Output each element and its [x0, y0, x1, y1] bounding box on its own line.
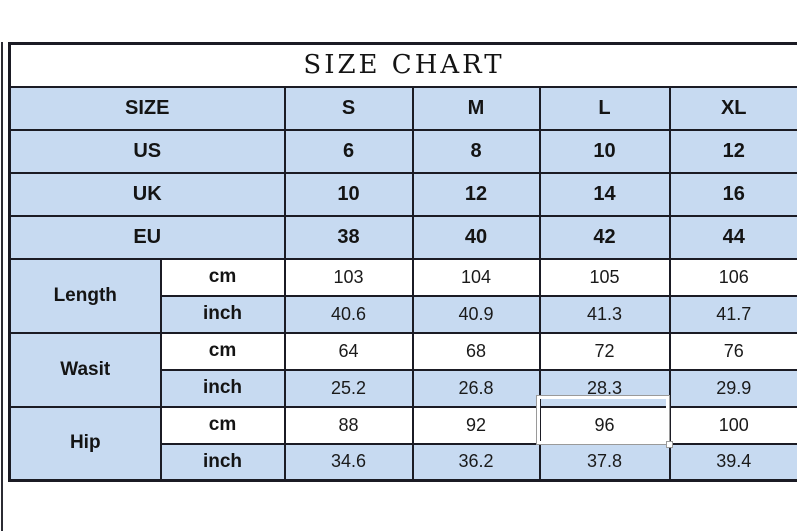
measurement-value-cell: 39.4: [670, 444, 797, 481]
measurement-value-cell: 76: [670, 333, 797, 370]
size-value-cell: 10: [285, 173, 413, 216]
hip-cm-row: [10, 407, 797, 444]
measurement-value-cell: 29.9: [670, 370, 797, 407]
length-cm-row: [10, 259, 797, 296]
title-row: [10, 44, 797, 87]
measurement-value-cell: 105: [540, 259, 670, 296]
size-value-cell: 6: [285, 130, 413, 173]
measurement-value-cell-selected: 28.3: [540, 370, 670, 407]
size-chart-table: [8, 42, 797, 482]
unit-label-inch: inch: [161, 296, 285, 333]
measurement-value-cell: 104: [413, 259, 540, 296]
wasit-cm-row: [10, 333, 797, 370]
uk-row-label: UK: [10, 173, 285, 216]
measurement-value-cell: 26.8: [413, 370, 540, 407]
measurement-value-cell: 41.7: [670, 296, 797, 333]
measurement-value-cell: 25.2: [285, 370, 413, 407]
us-row-label: US: [10, 130, 285, 173]
size-value-cell: 40: [413, 216, 540, 259]
size-value-cell: 12: [413, 173, 540, 216]
header-col-xl: XL: [670, 87, 797, 130]
measurement-value-cell: 88: [285, 407, 413, 444]
measurement-value-cell: 64: [285, 333, 413, 370]
header-col-s: S: [285, 87, 413, 130]
header-col-m: M: [413, 87, 540, 130]
size-value-cell: 12: [670, 130, 797, 173]
size-value-cell: 8: [413, 130, 540, 173]
measurement-value-cell: 68: [413, 333, 540, 370]
measurement-value-cell: 96: [540, 407, 670, 444]
us-row: [10, 130, 797, 173]
section-label-hip: Hip: [10, 407, 161, 481]
measurement-value-cell: 40.6: [285, 296, 413, 333]
eu-row-label: EU: [10, 216, 285, 259]
section-label-wasit: Wasit: [10, 333, 161, 407]
measurement-value-cell: 34.6: [285, 444, 413, 481]
measurement-value-cell: 100: [670, 407, 797, 444]
unit-label-inch: inch: [161, 370, 285, 407]
header-col-l: L: [540, 87, 670, 130]
measurement-value-cell: 92: [413, 407, 540, 444]
measurement-value-cell: 72: [540, 333, 670, 370]
size-value-cell: 14: [540, 173, 670, 216]
measurement-value-cell: 103: [285, 259, 413, 296]
size-value-cell: 10: [540, 130, 670, 173]
eu-row: [10, 216, 797, 259]
measurement-value-cell: 106: [670, 259, 797, 296]
size-value-cell: 16: [670, 173, 797, 216]
unit-label-inch: inch: [161, 444, 285, 481]
unit-label-cm: cm: [161, 333, 285, 370]
measurement-value-cell: 36.2: [413, 444, 540, 481]
size-value-cell: 42: [540, 216, 670, 259]
uk-row: [10, 173, 797, 216]
size-value-cell: 44: [670, 216, 797, 259]
unit-label-cm: cm: [161, 259, 285, 296]
chart-title: SIZE CHART: [10, 44, 797, 87]
header-size-label: SIZE: [10, 87, 285, 130]
header-row: [10, 87, 797, 130]
measurement-value-cell: 37.8: [540, 444, 670, 481]
section-label-length: Length: [10, 259, 161, 333]
measurement-value-cell: 40.9: [413, 296, 540, 333]
size-value-cell: 38: [285, 216, 413, 259]
unit-label-cm: cm: [161, 407, 285, 444]
image-left-border-line: [1, 42, 3, 531]
measurement-value-cell: 41.3: [540, 296, 670, 333]
